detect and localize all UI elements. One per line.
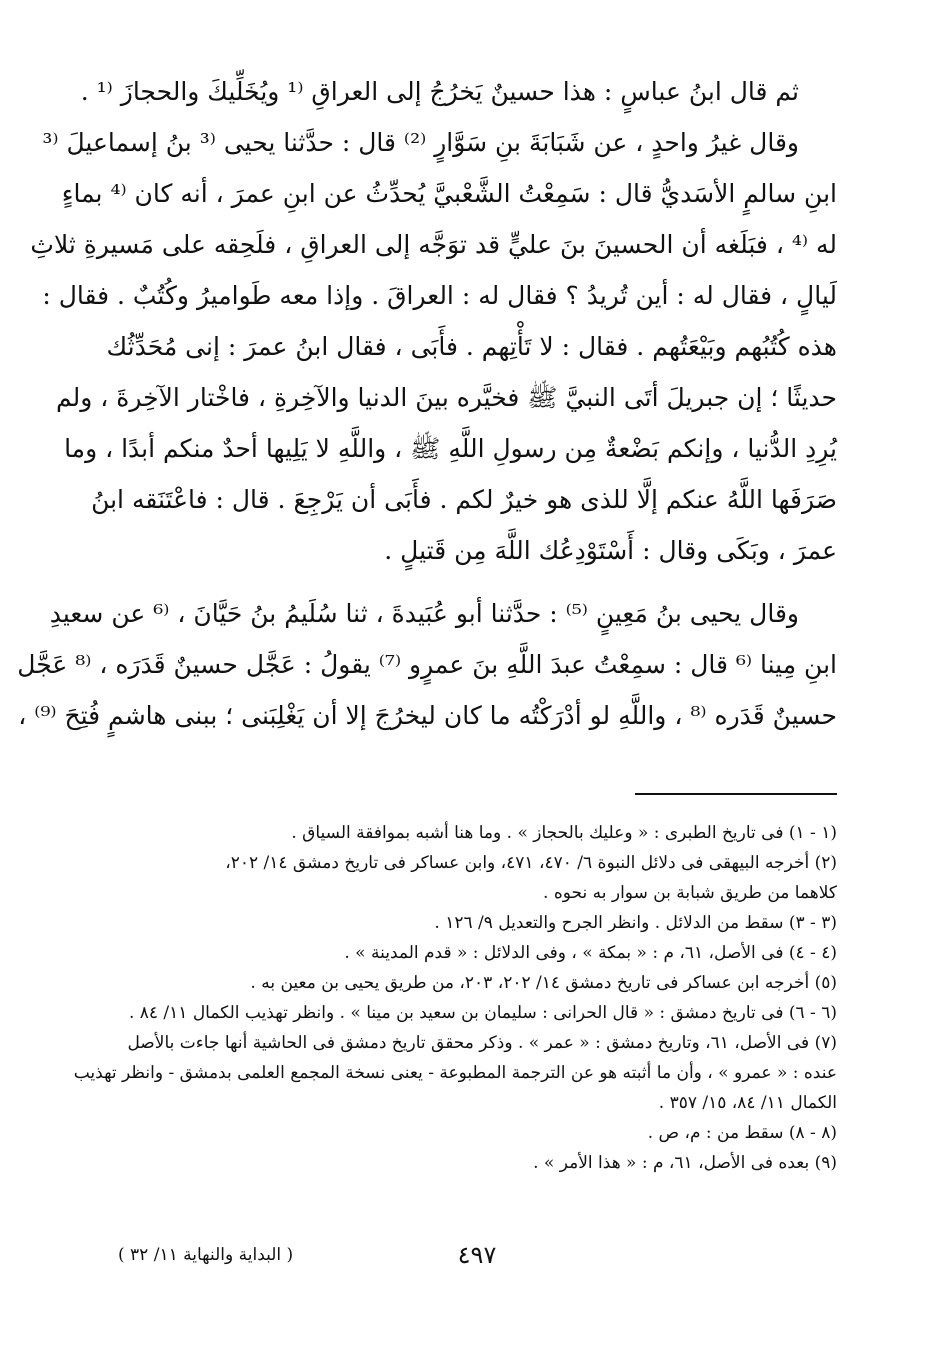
footnote: (٣ - ٣) سقط من الدلائل . وانظر الجرح والتعديل ٩/ ١٢٦ . [434, 913, 837, 933]
footnote: (١ - ١) فى تاريخ الطبرى : « وعليك بالحجاز » . وما هنا أشبه بموافقة السياق . [291, 823, 837, 843]
footnote: (٦ - ٦) فى تاريخ دمشق : « قال الحرانى : سليمان بن سعيد بن مينا » . وانظر تهذيب الكمال ١١/ ٨٤ . [128, 1003, 837, 1023]
text-line: وقال غيرُ واحدٍ ، عن شَبَابَةَ بنِ سَوَّارٍ ⁽²⁾ قال : حدَّثنا يحيى ⁽³ بنُ إسماعيلَ ⁽³ [42, 128, 799, 157]
footnote: (٢) أخرجه البيهقى فى دلائل النبوة ٦/ ٤٧٠، ٤٧١، وابن عساكر فى تاريخ دمشق ١٤/ ٢٠٢، [225, 853, 837, 873]
footnote: (٤ - ٤) فى الأصل، ٦١، م : « بمكة » ، وفى الدلائل : « قدم المدينة » . [344, 943, 837, 963]
main-text [17, 66, 837, 741]
footnote: (٨ - ٨) سقط من : م، ص . [647, 1123, 837, 1143]
footnotes [73, 818, 837, 1178]
text-line: حسينٌ قَدَره ⁽⁸ ، واللَّهِ لو أدْرَكْتُه ما كان ليخرُجَ إلا أن يَغْلِبَنى ؛ ببنى هاشمٍ فُتِحَ ⁽⁹⁾ ، [18, 701, 837, 730]
text-line: له ⁽⁴ ، فبَلَغه أن الحسينَ بنَ عليٍّ قد توَجَّه إلى العراقِ ، فلَحِقه على مَسيرةِ ثلاثِ [30, 230, 837, 259]
paragraph-gap [109, 576, 837, 588]
text-line: عمرَ ، وبَكَى وقال : أَسْتَوْدِعُك اللَّهَ مِن قَتيلٍ . [384, 536, 837, 565]
page-number: ٤٩٧ [457, 1241, 497, 1269]
footnote: (٥) أخرجه ابن عساكر فى تاريخ دمشق ١٤/ ٢٠٢، ٢٠٣، من طريق يحيى بن معين به . [250, 973, 837, 993]
text-line: هذه كُتُبُهم وبَيْعَتُهم . فقال : لا تَأْتِهم . فأَبَى ، فقال ابنُ عمرَ : إنى مُحَدِّثُك [106, 332, 837, 361]
text-line: ابنِ مِينا ⁽⁶ قال : سمِعْتُ عبدَ اللَّهِ بنَ عمرٍو ⁽⁷⁾ يقولُ : عَجَّل حسينٌ قَدَرَه ، ⁽⁸ عَجَّل [17, 650, 837, 679]
text-line: لَيالٍ ، فقال له : أين تُريدُ ؟ فقال له : العراقَ . وإذا معه طَواميرُ وكُتُبٌ . فقال : [42, 281, 837, 310]
text-line: يُرِدِ الدُّنيا ، وإنكم بَضْعةٌ مِن رسولِ اللَّهِ ﷺ ، واللَّهِ لا يَلِيها أحدٌ منكم أبدًا ، وما [64, 434, 837, 463]
footnote: (٩) بعده فى الأصل، ٦١، م : « هذا الأمر » . [533, 1153, 837, 1173]
text-line: ابنِ سالمٍ الأسَديُّ قال : سَمِعْتُ الشَّعْبيَّ يُحدِّثُ عن ابنِ عمرَ ، أنه كان ⁽⁴ بماءٍ [61, 179, 837, 208]
text-line: حديثًا ؛ إن جبريلَ أتَى النبيَّ ﷺ فخيَّره بينَ الدنيا والآخِرةِ ، فاخْتار الآخِرةَ ، ولم [55, 383, 837, 412]
footnote-continuation: الكمال ١١/ ٨٤، ١٥/ ٣٥٧ . [658, 1093, 837, 1113]
footnote-separator [635, 793, 837, 795]
text-line: ثم قال ابنُ عباسٍ : هذا حسينٌ يَخرُجُ إلى العراقِ ⁽¹ ويُخَلِّيكَ والحجازَ ⁽¹ . [80, 77, 799, 106]
footnote-continuation: عنده : « عمرو » ، وأن ما أثبته هو عن الترجمة المطبوعة - يعنى نسخة المجمع العلمى بدمشق - وانظر تهذيب [73, 1063, 837, 1083]
footnote: (٧) فى الأصل، ٦١، وتاريخ دمشق : « عمر » . وذكر محقق تاريخ دمشق فى الحاشية أنها جاءت بالأصل [127, 1033, 837, 1053]
text-line: صَرَفَها اللَّهُ عنكم إلَّا للذى هو خيرٌ لكم . فأَبَى أن يَرْجِعَ . قال : فاعْتَنَقه ابنُ [91, 485, 837, 514]
text-line: وقال يحيى بنُ مَعِينٍ ⁽⁵⁾ : حدَّثنا أبو عُبَيدةَ ، ثنا سُلَيمُ بنُ حَيَّانَ ، ⁽⁶ عن سعيدِ [49, 599, 799, 628]
running-footer: ( البداية والنهاية ١١/ ٣٢ ) [118, 1245, 294, 1265]
footnote-continuation: كلاهما من طريق شبابة بن سوار به نحوه . [543, 883, 837, 903]
